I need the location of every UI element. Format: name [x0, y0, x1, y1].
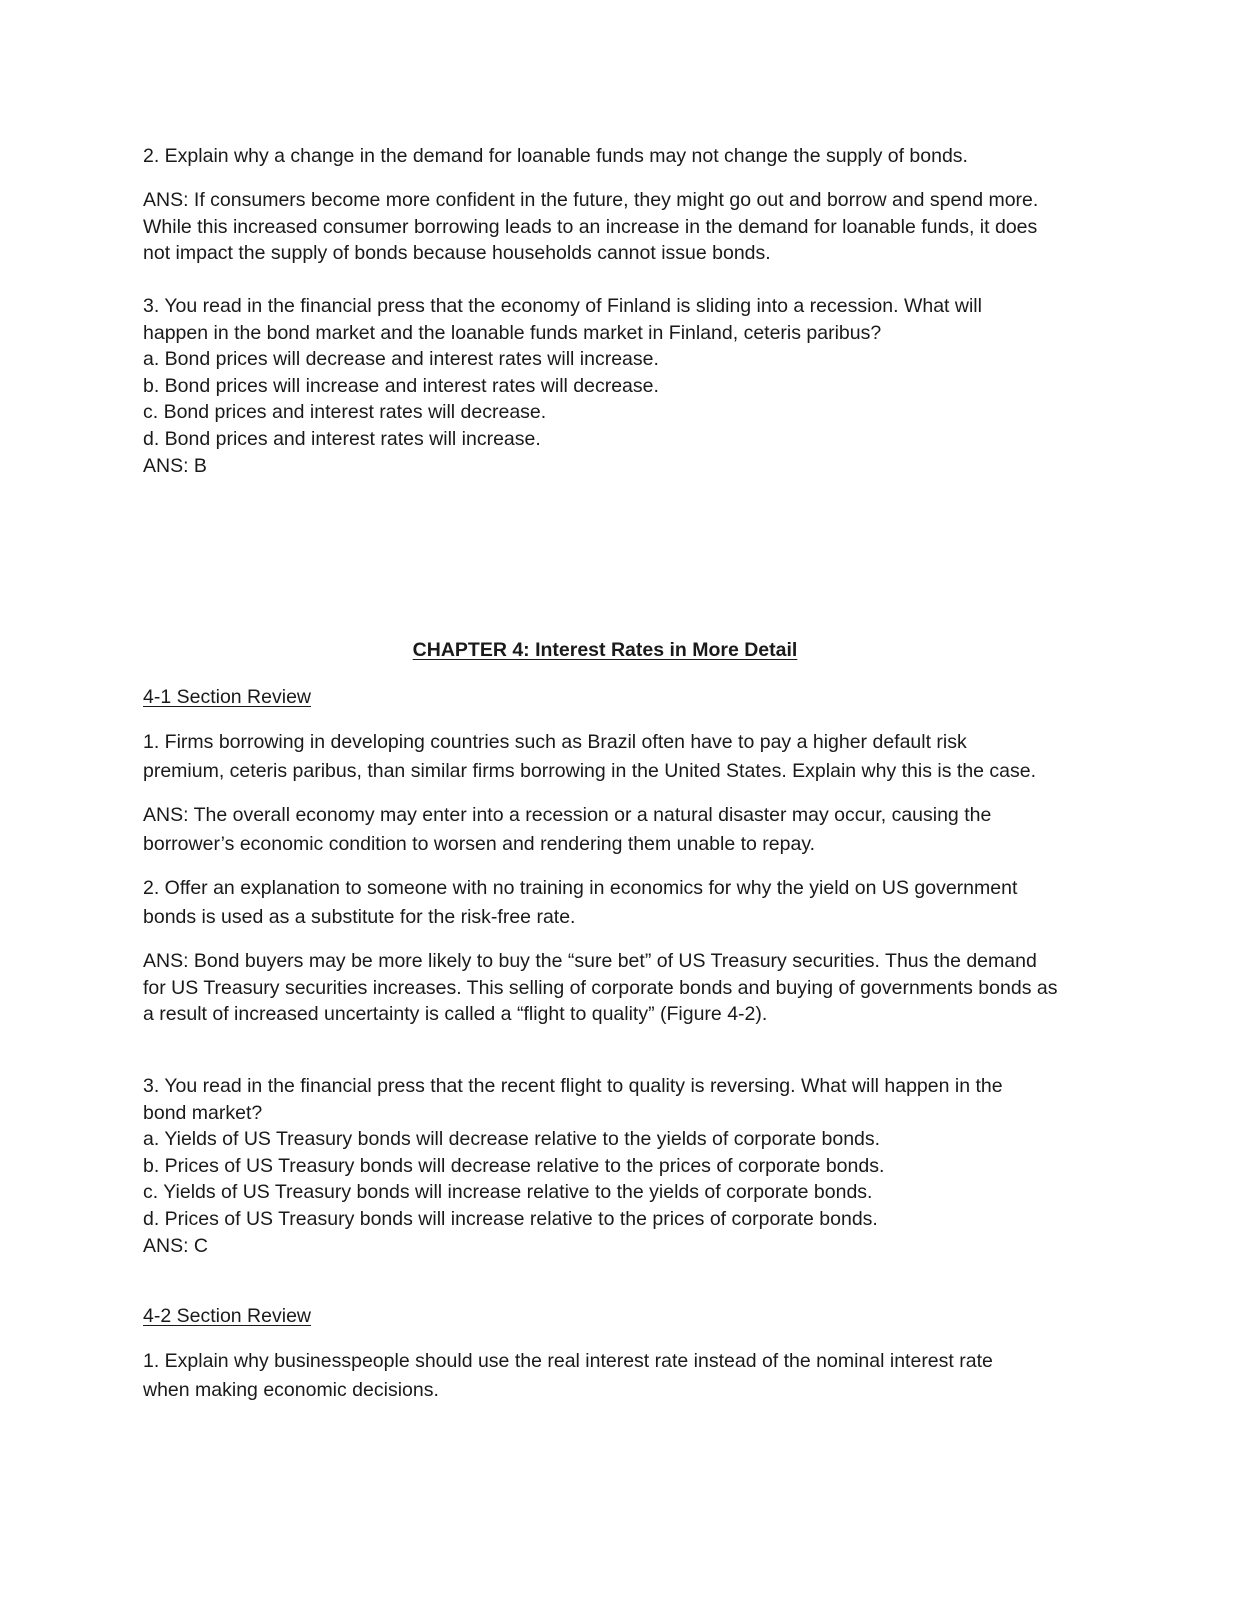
- option-b: b. Prices of US Treasury bonds will decrease relative to the prices of corporate bonds.: [143, 1154, 885, 1177]
- section-4-1-question-2: 2. Offer an explanation to someone with no training in economics for why the yield on US government bonds is used as a substitute for the risk-free rate.: [143, 877, 1018, 928]
- section-heading-4-1: 4-1 Section Review: [143, 686, 311, 708]
- section-4-1-answer-2: ANS: Bond buyers may be more likely to buy the “sure bet” of US Treasury securities. Thus the demand for US Treasury securities increases. This selling of corporate bonds and buying of governments bonds as a result of increased uncertainty is called a “flight to quality” (Figure 4-2).: [143, 950, 1058, 1026]
- option-d: d. Prices of US Treasury bonds will increase relative to the prices of corporate bonds.: [143, 1207, 878, 1230]
- option-b: b. Bond prices will increase and interest rates will decrease.: [143, 374, 659, 397]
- chapter-title: CHAPTER 4: Interest Rates in More Detail: [412, 639, 798, 661]
- answer-key: ANS: B: [143, 454, 207, 477]
- section-4-1-answer-1: ANS: The overall economy may enter into a recession or a natural disaster may occur, causing the borrower’s economic condition to worsen and rendering them unable to repay.: [143, 804, 992, 855]
- question-2-text: 2. Explain why a change in the demand for loanable funds may not change the supply of bonds.: [143, 145, 968, 167]
- section-heading-4-2: 4-2 Section Review: [143, 1305, 311, 1327]
- option-c: c. Bond prices and interest rates will decrease.: [143, 401, 547, 424]
- answer-key: ANS: C: [143, 1234, 209, 1257]
- question-3-multiple-choice: 3. You read in the financial press that the economy of Finland is sliding into a recession. What will happen in the bond market and the loanable funds market in Finland, ceteris paribus? a. Bond prices will decrease and interest rates will increase. b. Bond prices will increase and interest rates will decrease. c. Bond prices and interest rates will decrease. d. Bond prices and interest rates will increase. ANS: B: [143, 293, 1093, 479]
- option-d: d. Bond prices and interest rates will increase.: [143, 427, 541, 450]
- option-a: a. Yields of US Treasury bonds will decrease relative to the yields of corporate bonds.: [143, 1128, 881, 1151]
- option-a: a. Bond prices will decrease and interest rates will increase.: [143, 348, 659, 371]
- section-4-2-question-1: 1. Explain why businesspeople should use the real interest rate instead of the nominal interest rate when making economic decisions.: [143, 1350, 993, 1401]
- section-4-1-question-3-multiple-choice: 3. You read in the financial press that the recent flight to quality is reversing. What will happen in the bond market? a. Yields of US Treasury bonds will decrease relative to the yields of corporate bonds. b. Prices of US Treasury bonds will decrease relative to the prices of corporate bonds. c. Yields of US Treasury bonds will increase relative to the yields of corporate bonds. d. Prices of US Treasury bonds will increase relative to the prices of corporate bonds. ANS: C: [143, 1073, 1093, 1259]
- option-c: c. Yields of US Treasury bonds will increase relative to the yields of corporate bonds.: [143, 1181, 873, 1204]
- section-4-1-question-1: 1. Firms borrowing in developing countries such as Brazil often have to pay a higher default risk premium, ceteris paribus, than similar firms borrowing in the United States. Explain why this is the case.: [143, 731, 1037, 782]
- answer-2-text: ANS: If consumers become more confident in the future, they might go out and borrow and spend more. While this increased consumer borrowing leads to an increase in the demand for loanable funds, it does not impact the supply of bonds because households cannot issue bonds.: [143, 189, 1039, 265]
